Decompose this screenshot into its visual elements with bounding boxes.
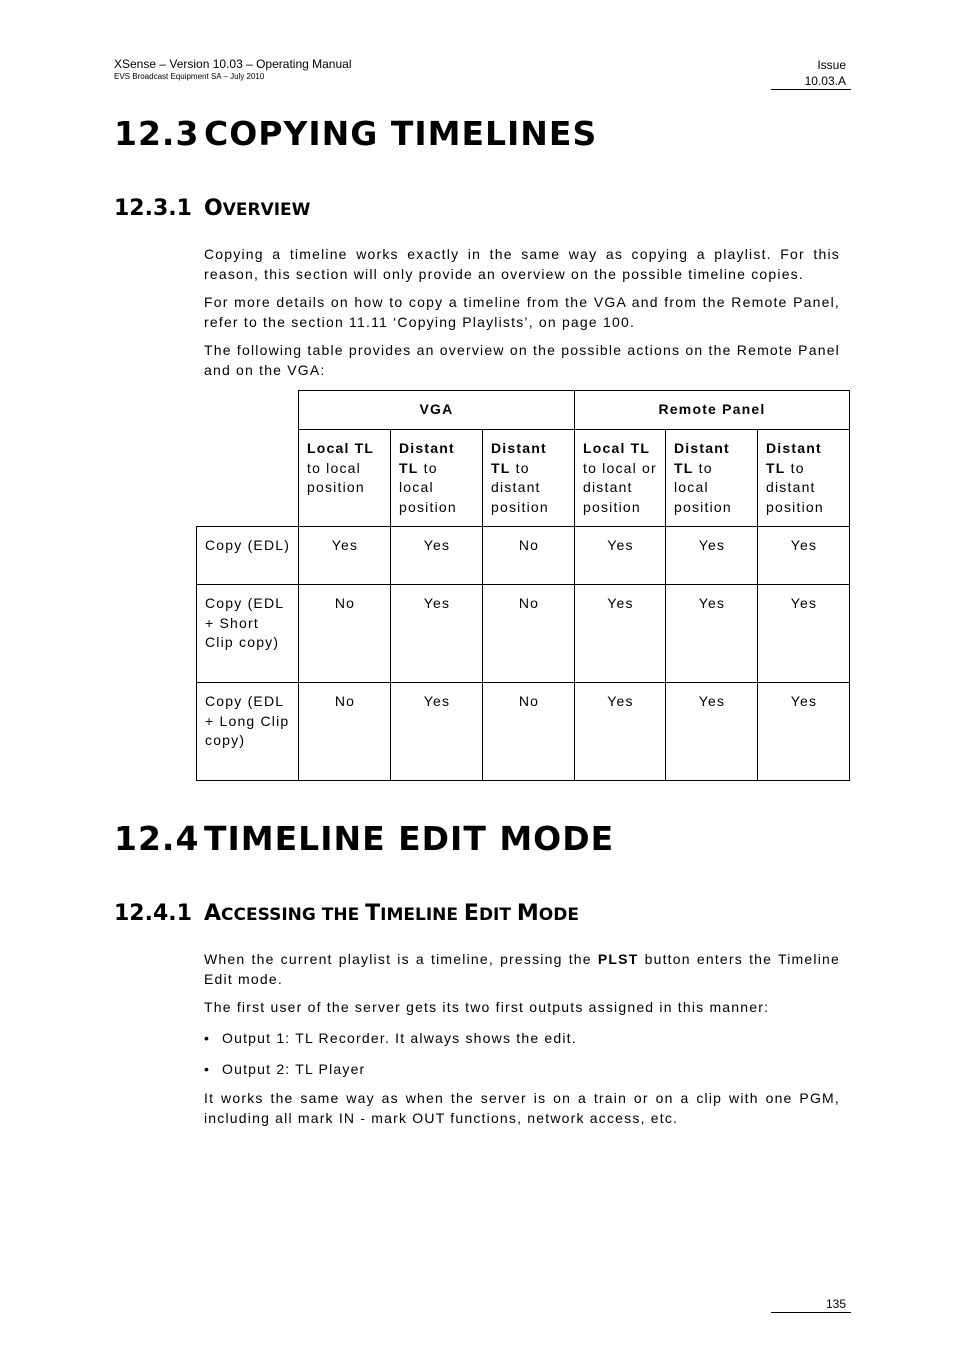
subsection-heading-12-3-1 <box>114 194 310 225</box>
bullet-glyph: • <box>204 1030 211 1046</box>
table-corner-lower <box>197 430 299 527</box>
table-cell: Yes <box>666 585 758 683</box>
column-header <box>666 430 758 527</box>
column-header <box>299 430 391 527</box>
column-header-rest: to local position <box>399 459 457 515</box>
overview-paragraph-1: Copying a timeline works exactly in the same way as copying a playlist. For this reason, this section will only provide an overview on the possible timeline copies. <box>204 246 840 282</box>
page-number: 135 <box>825 1297 846 1311</box>
table-column-header-row <box>197 430 850 527</box>
table-cell: Yes <box>575 527 666 585</box>
table-row <box>197 585 850 683</box>
column-header <box>758 430 850 527</box>
column-header-bold: Local TL <box>307 440 375 456</box>
list-item-text: Output 1: TL Recorder. It always shows the edit. <box>222 1030 577 1046</box>
table-cell: Yes <box>391 683 483 781</box>
table-cell: No <box>299 585 391 683</box>
column-header-rest: to local or distant position <box>583 459 657 515</box>
table-cell: Yes <box>575 683 666 781</box>
edit-mode-paragraph-3: It works the same way as when the server is on a train or on a clip with one PGM, including all mark IN - mark OUT functions, network access, etc. <box>204 1090 840 1126</box>
copy-overview-table <box>196 390 850 781</box>
table-cell: Yes <box>575 585 666 683</box>
column-header-bold: Distant TL <box>766 440 822 476</box>
title-initial: E <box>463 901 479 926</box>
page-header <box>114 57 352 82</box>
issue-label: Issue <box>817 58 846 72</box>
title-rest: CCESSING THE <box>221 905 366 925</box>
text-run: When the current playlist is a timeline, pressing the <box>204 951 598 967</box>
overview-paragraph-3: The following table provides an overview on the possible actions on the Remote Panel and on the VGA: <box>204 342 840 378</box>
title-initial: T <box>365 901 381 926</box>
table-cell: Yes <box>299 527 391 585</box>
table-row <box>197 527 850 585</box>
issue-number: 10.03.A <box>771 73 851 90</box>
title-rest: ODE <box>538 905 579 925</box>
title-rest: DIT <box>478 905 517 925</box>
list-item <box>204 1029 577 1048</box>
issue-block <box>771 57 851 90</box>
column-header-rest: to distant position <box>766 459 824 515</box>
subsection-title <box>204 901 579 926</box>
table-corner <box>197 391 299 430</box>
table-cell: Yes <box>666 683 758 781</box>
table-cell: No <box>483 527 575 585</box>
subsection-heading-12-4-1 <box>114 899 579 930</box>
section-number: 12.3 <box>114 114 200 153</box>
edit-mode-paragraph-2: The first user of the server gets its two first outputs assigned in this manner: <box>204 999 770 1015</box>
title-initial: A <box>204 901 222 926</box>
title-initial: O <box>204 196 223 221</box>
row-label: Copy (EDL + Short Clip copy) <box>197 585 299 683</box>
table-row <box>197 683 850 781</box>
column-header-rest: to distant position <box>491 459 549 515</box>
column-header <box>575 430 666 527</box>
row-label: Copy (EDL) <box>197 527 299 585</box>
table-group-header-row <box>197 391 850 430</box>
column-header-bold: Local TL <box>583 440 651 456</box>
title-rest: IMELINE <box>380 905 464 925</box>
table-cell: No <box>483 585 575 683</box>
column-header-rest: to local position <box>674 459 732 515</box>
section-number: 12.4 <box>114 819 200 858</box>
title-rest: VERVIEW <box>222 200 311 220</box>
company-line: EVS Broadcast Equipment SA – July 2010 <box>114 72 265 81</box>
section-title: TIMELINE EDIT MODE <box>204 819 615 858</box>
list-item-text: Output 2: TL Player <box>222 1061 366 1077</box>
column-header <box>391 430 483 527</box>
row-label: Copy (EDL + Long Clip copy) <box>197 683 299 781</box>
vga-group-header: VGA <box>299 391 575 430</box>
column-header-bold: Distant TL <box>674 440 730 476</box>
list-item <box>204 1060 365 1079</box>
remote-panel-group-header: Remote Panel <box>575 391 850 430</box>
column-header-bold: Distant TL <box>491 440 547 476</box>
title-initial: M <box>516 901 539 926</box>
section-heading-12-3 <box>114 114 597 154</box>
table-cell: Yes <box>391 585 483 683</box>
column-header <box>483 430 575 527</box>
overview-paragraph-2: For more details on how to copy a timeline from the VGA and from the Remote Panel, refer to the section 11.11 ‘Copying Playlists’, on page 100. <box>204 294 840 330</box>
text-run: button enters the Timeline Edit mode. <box>204 951 840 987</box>
table-cell: Yes <box>758 683 850 781</box>
subsection-number: 12.4.1 <box>114 901 192 926</box>
table-cell: Yes <box>758 527 850 585</box>
manual-title: XSense – Version 10.03 – Operating Manual <box>114 57 352 71</box>
column-header-bold: Distant TL <box>399 440 455 476</box>
column-header-rest: to local position <box>307 459 365 495</box>
subsection-title <box>204 196 310 221</box>
section-heading-12-4 <box>114 819 614 859</box>
table-cell: No <box>483 683 575 781</box>
subsection-number: 12.3.1 <box>114 196 192 221</box>
plst-key: PLST <box>597 951 639 967</box>
section-title: COPYING TIMELINES <box>204 114 598 153</box>
table-cell: Yes <box>391 527 483 585</box>
table-cell: No <box>299 683 391 781</box>
table-cell: Yes <box>758 585 850 683</box>
table-cell: Yes <box>666 527 758 585</box>
bullet-glyph: • <box>204 1061 211 1077</box>
edit-mode-paragraph-1 <box>204 950 840 989</box>
page-footer <box>771 1296 851 1313</box>
